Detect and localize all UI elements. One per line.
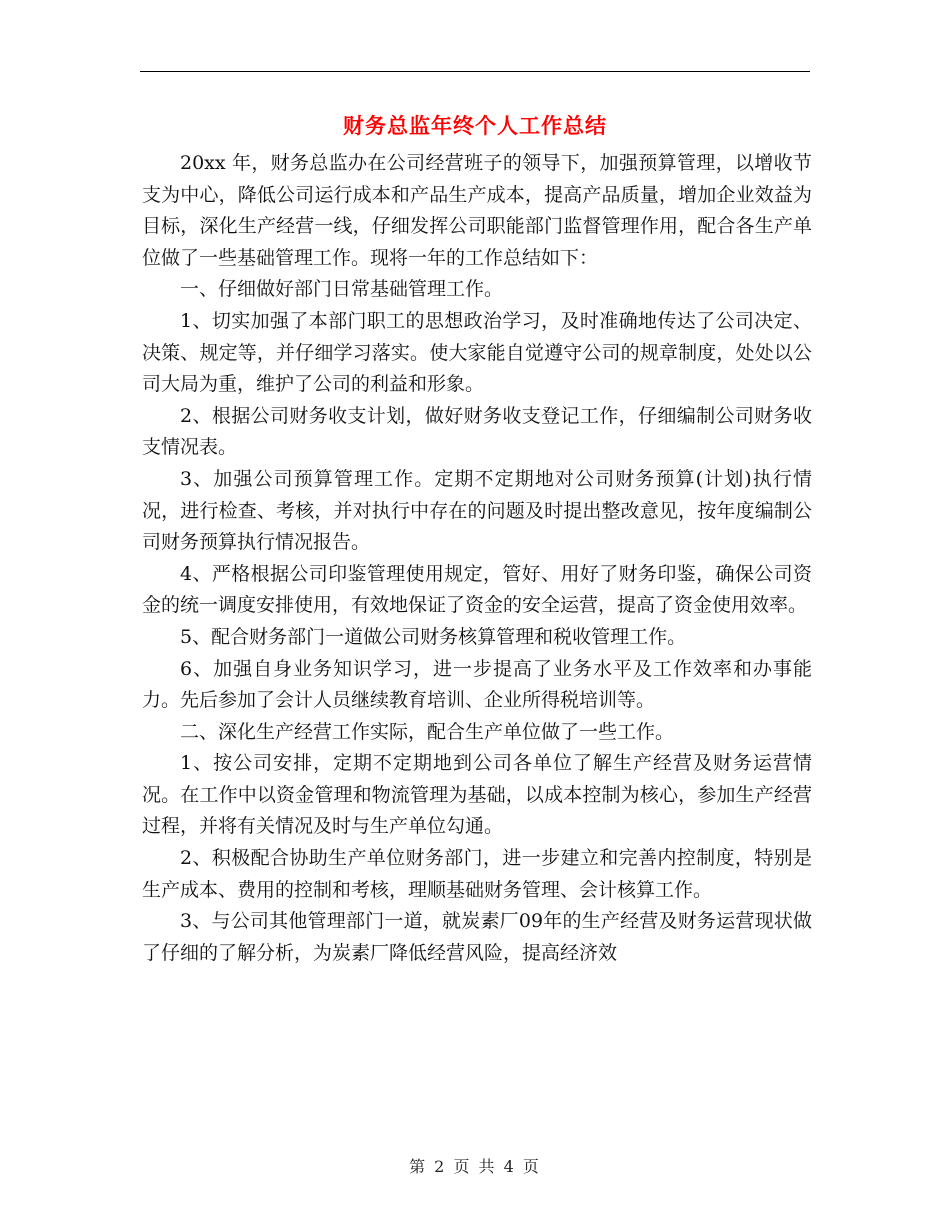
paragraph-item: 1、按公司安排，定期不定期地到公司各单位了解生产经营及财务运营情况。在工作中以资金管理和物流管理为基础，以成本控制为核心，参加生产经营过程，并将有关情况及时与生产单位勾通。 — [142, 752, 812, 838]
paragraph-intro: 20xx 年，财务总监办在公司经营班子的领导下，加强预算管理，以增收节支为中心，降低公司运行成本和产品生产成本，提高产品质量，增加企业效益为目标，深化生产经营一线，仔细发挥公司职能部门监督管理作用，配合各生产单位做了一些基础管理工作。现将一年的工作总结如下： — [142, 152, 812, 269]
paragraph-item: 3、与公司其他管理部门一道，就炭素厂09年的生产经营及财务运营现状做了仔细的了解分析，为炭素厂降低经营风险，提高经济效 — [142, 910, 812, 964]
paragraph-item: 4、严格根据公司印鉴管理使用规定，管好、用好了财务印鉴，确保公司资金的统一调度安排使用，有效地保证了资金的安全运营，提高了资金使用效率。 — [142, 562, 812, 617]
paragraph-item: 1、切实加强了本部门职工的思想政治学习，及时准确地传达了公司决定、决策、规定等，并仔细学习落实。使大家能自觉遵守公司的规章制度，处处以公司大局为重，维护了公司的利益和形象。 — [142, 309, 812, 396]
page-number: 第 2 页 共 4 页 — [409, 1157, 541, 1176]
section-heading-1: 一、仔细做好部门日常基础管理工作。 — [180, 278, 504, 301]
paragraph-item: 5、配合财务部门一道做公司财务核算管理和税收管理工作。 — [180, 625, 687, 648]
document-body — [142, 148, 812, 969]
paragraph-item: 3、加强公司预算管理工作。定期不定期地对公司财务预算(计划)执行情况，进行检查、考核，并对执行中存在的问题及时提出整改意见，按年度编制公司财务预算执行情况报告。 — [142, 467, 812, 554]
header-rule — [140, 71, 810, 72]
paragraph-item: 2、积极配合协助生产单位财务部门，进一步建立和完善内控制度，特别是生产成本、费用的控制和考核，理顺基础财务管理、会计核算工作。 — [142, 847, 812, 901]
paragraph-item: 6、加强自身业务知识学习，进一步提高了业务水平及工作效率和办事能力。先后参加了会计人员继续教育培训、企业所得税培训等。 — [142, 657, 812, 712]
section-heading-2: 二、深化生产经营工作实际，配合生产单位做了一些工作。 — [180, 720, 675, 743]
document-title: 财务总监年终个人工作总结 — [343, 113, 607, 138]
paragraph-item: 2、根据公司财务收支计划，做好财务收支登记工作，仔细编制公司财务收支情况表。 — [142, 404, 812, 459]
